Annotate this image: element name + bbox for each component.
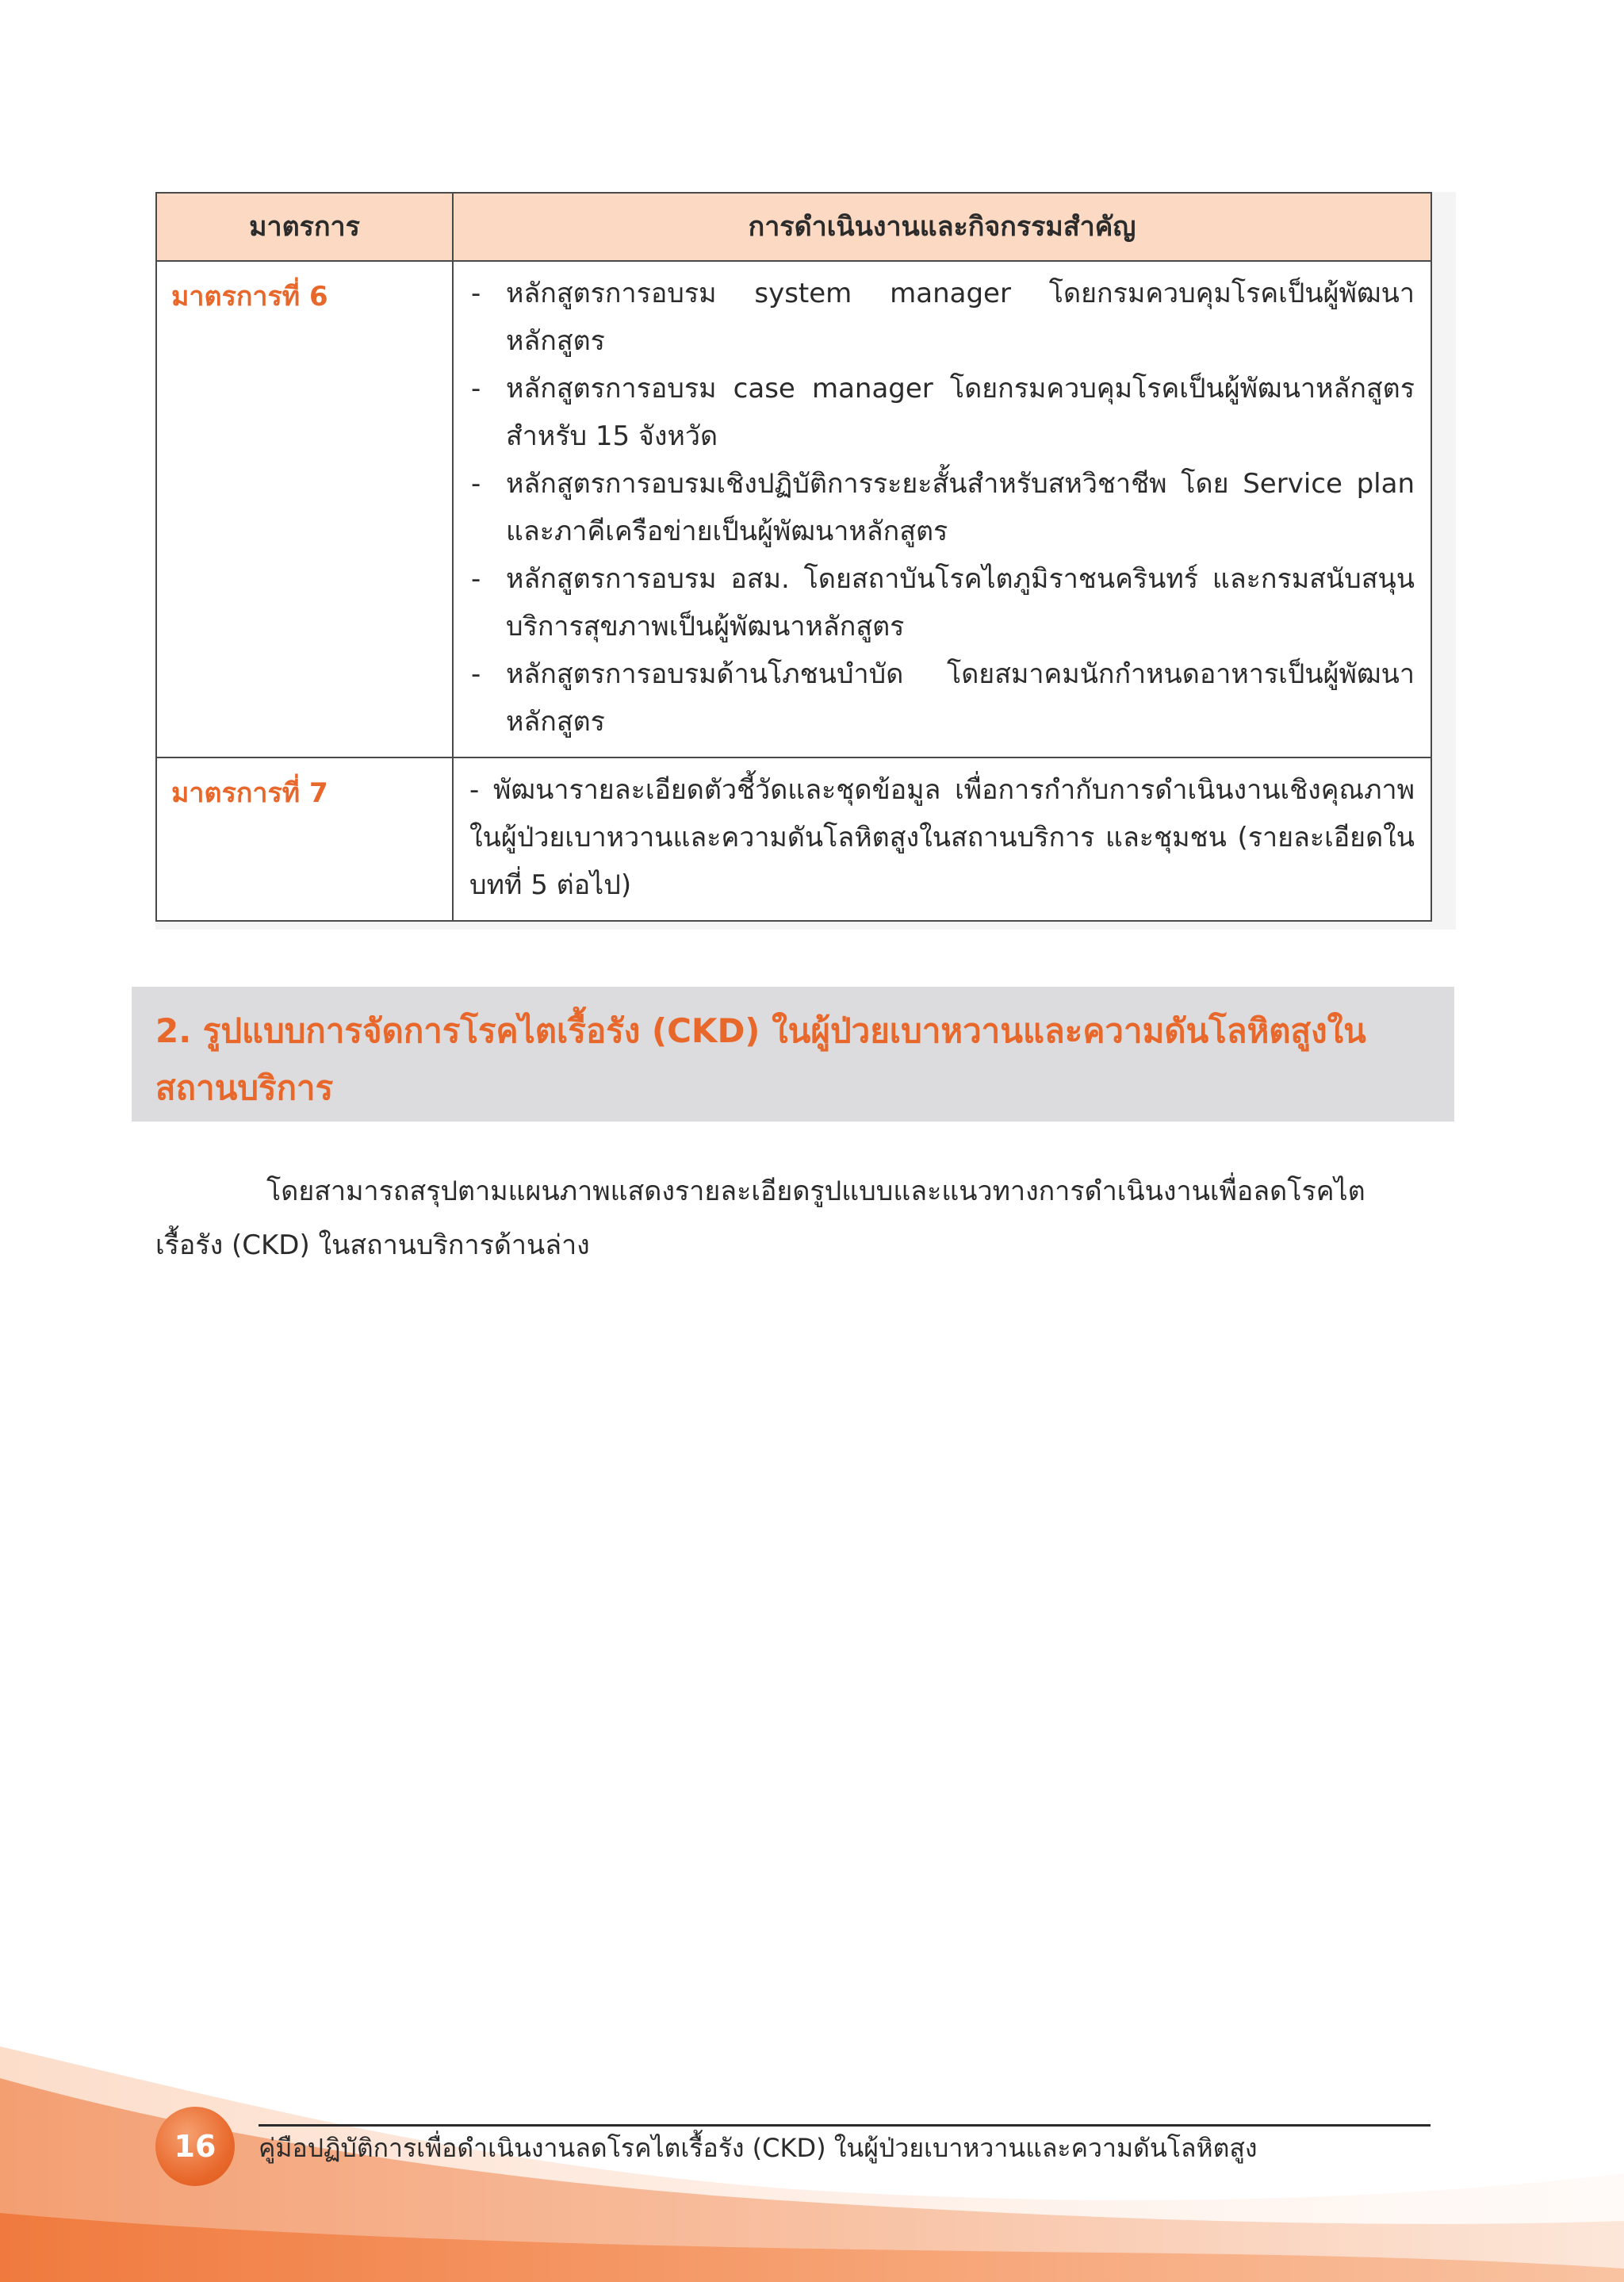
table-row <box>156 261 1431 757</box>
page-number: 16 <box>155 2107 235 2186</box>
measure-7-label: มาตรการที่ 7 <box>156 757 453 921</box>
table-row <box>156 757 1431 921</box>
section-body-text: โดยสามารถสรุปตามแผนภาพแสดงรายละเอียดรูปแบบและแนวทางการดำเนินงานเพื่อลดโรคไตเรื้อรัง (CKD) ในสถานบริการด้านล่าง <box>155 1176 1365 1261</box>
list-item: - หลักสูตรการอบรม case manager โดยกรมควบคุมโรคเป็นผู้พัฒนาหลักสูตร สำหรับ 15 จังหวัด <box>469 365 1415 460</box>
activity-list <box>469 270 1415 746</box>
list-item: - หลักสูตรการอบรม system manager โดยกรมควบคุมโรคเป็นผู้พัฒนาหลักสูตร <box>469 270 1415 365</box>
table-header-row <box>156 193 1431 261</box>
measure-6-activities <box>453 261 1431 757</box>
activity-paragraph: - พัฒนารายละเอียดตัวชี้วัดและชุดข้อมูล เพื่อการกำกับการดำเนินงานเชิงคุณภาพในผู้ป่วยเบาหวานและความดันโลหิตสูงในสถานบริการ และชุมชน (รายละเอียดในบทที่ 5 ต่อไป) <box>469 774 1415 901</box>
section-heading-box <box>132 987 1454 1122</box>
header-activity: การดำเนินงานและกิจกรรมสำคัญ <box>453 193 1431 261</box>
measure-6-label: มาตรการที่ 6 <box>156 261 453 757</box>
section-heading: 2. รูปแบบการจัดการโรคไตเรื้อรัง (CKD) ในผู้ป่วยเบาหวานและความดันโลหิตสูงในสถานบริการ <box>155 1011 1366 1107</box>
measure-7-activities <box>453 757 1431 921</box>
list-item: - หลักสูตรการอบรม อสม. โดยสถาบันโรคไตภูมิราชนครินทร์ และกรมสนับสนุนบริการสุขภาพเป็นผู้พัฒนาหลักสูตร <box>469 555 1415 650</box>
header-measure: มาตรการ <box>156 193 453 261</box>
list-item: - หลักสูตรการอบรมเชิงปฏิบัติการระยะสั้นสำหรับสหวิชาชีพ โดย Service plan และภาคีเครือข่ายเป็นผู้พัฒนาหลักสูตร <box>469 460 1415 555</box>
footer-title: คู่มือปฏิบัติการเพื่อดำเนินงานลดโรคไตเรื้อรัง (CKD) ในผู้ป่วยเบาหวานและความดันโลหิตสูง <box>259 2133 1258 2163</box>
list-item: - หลักสูตรการอบรมด้านโภชนบำบัด โดยสมาคมนักกำหนดอาหารเป็นผู้พัฒนาหลักสูตร <box>469 650 1415 746</box>
measures-table <box>155 192 1432 922</box>
